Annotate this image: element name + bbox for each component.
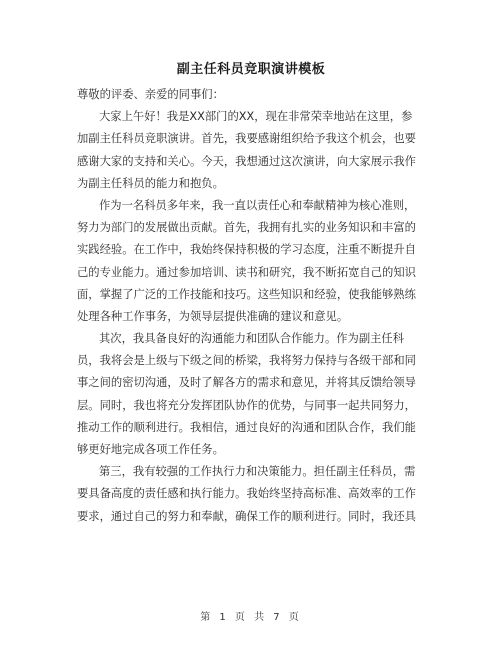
paragraph-2-line-2: 努力为部门的发展做出贡献。首先，我拥有扎实的业务知识和丰富的: [77, 221, 416, 235]
paragraph-3-line-3: 事之间的密切沟通，及时了解各方的需求和意见，并将其反馈给领导: [77, 376, 416, 390]
paragraph-3-line-2: 员，我将会是上级与下级之间的桥梁，我将努力保持与各级干部和同: [77, 354, 416, 368]
paragraph-3-line-1: 其次，我具备良好的沟通能力和团队合作能力。作为副主任科: [99, 332, 405, 346]
paragraph-4-line-3: 要求，通过自己的努力和奉献，确保工作的顺利进行。同时，我还具: [77, 509, 416, 523]
paragraph-2-line-3: 实践经验。在工作中，我始终保持积极的学习态度，注重不断提升自: [77, 243, 416, 257]
document-title: 副主任科员竞职演讲模板: [176, 62, 326, 77]
salutation-line: 尊敬的评委、亲爱的同事们：: [77, 88, 224, 101]
paragraph-1-line-2: 加副主任科员竞职演讲。首先，我要感谢组织给予我这个机会，也要: [77, 132, 416, 146]
page-number-footer: 第 1 页 共 7 页: [200, 612, 302, 623]
paragraph-2-line-4: 己的专业能力。通过参加培训、读书和研究，我不断拓宽自己的知识: [77, 265, 416, 279]
paragraph-3-line-4: 层。同时，我也将充分发挥团队协作的优势，与同事一起共同努力，: [77, 398, 416, 412]
paragraph-4-line-1: 第三，我有较强的工作执行力和决策能力。担任副主任科员，需: [99, 465, 416, 479]
paragraph-3-line-5: 推动工作的顺利进行。我相信，通过良好的沟通和团队合作，我们能: [77, 420, 416, 434]
paragraph-3-line-6: 够更好地完成各项工作任务。: [77, 443, 224, 456]
paragraph-1-line-3: 感谢大家的支持和关心。今天，我想通过这次演讲，向大家展示我作: [77, 154, 416, 168]
paragraph-1-line-1: 大家上午好！我是XX部门的XX，现在非常荣幸地站在这里，参: [99, 110, 413, 124]
paragraph-2-line-6: 处理各种工作事务，为领导层提供准确的建议和意见。: [77, 309, 349, 323]
paragraph-2-line-1: 作为一名科员多年来，我一直以责任心和奉献精神为核心准则，: [99, 198, 416, 212]
paragraph-4-line-2: 要具备高度的责任感和执行能力。我始终坚持高标准、高效率的工作: [77, 487, 416, 501]
paragraph-1-line-4: 为副主任科员的能力和抱负。: [77, 176, 224, 190]
document-body: [77, 84, 427, 528]
paragraph-2-line-5: 面，掌握了广泛的工作技能和技巧。这些知识和经验，使我能够熟练: [77, 287, 416, 301]
